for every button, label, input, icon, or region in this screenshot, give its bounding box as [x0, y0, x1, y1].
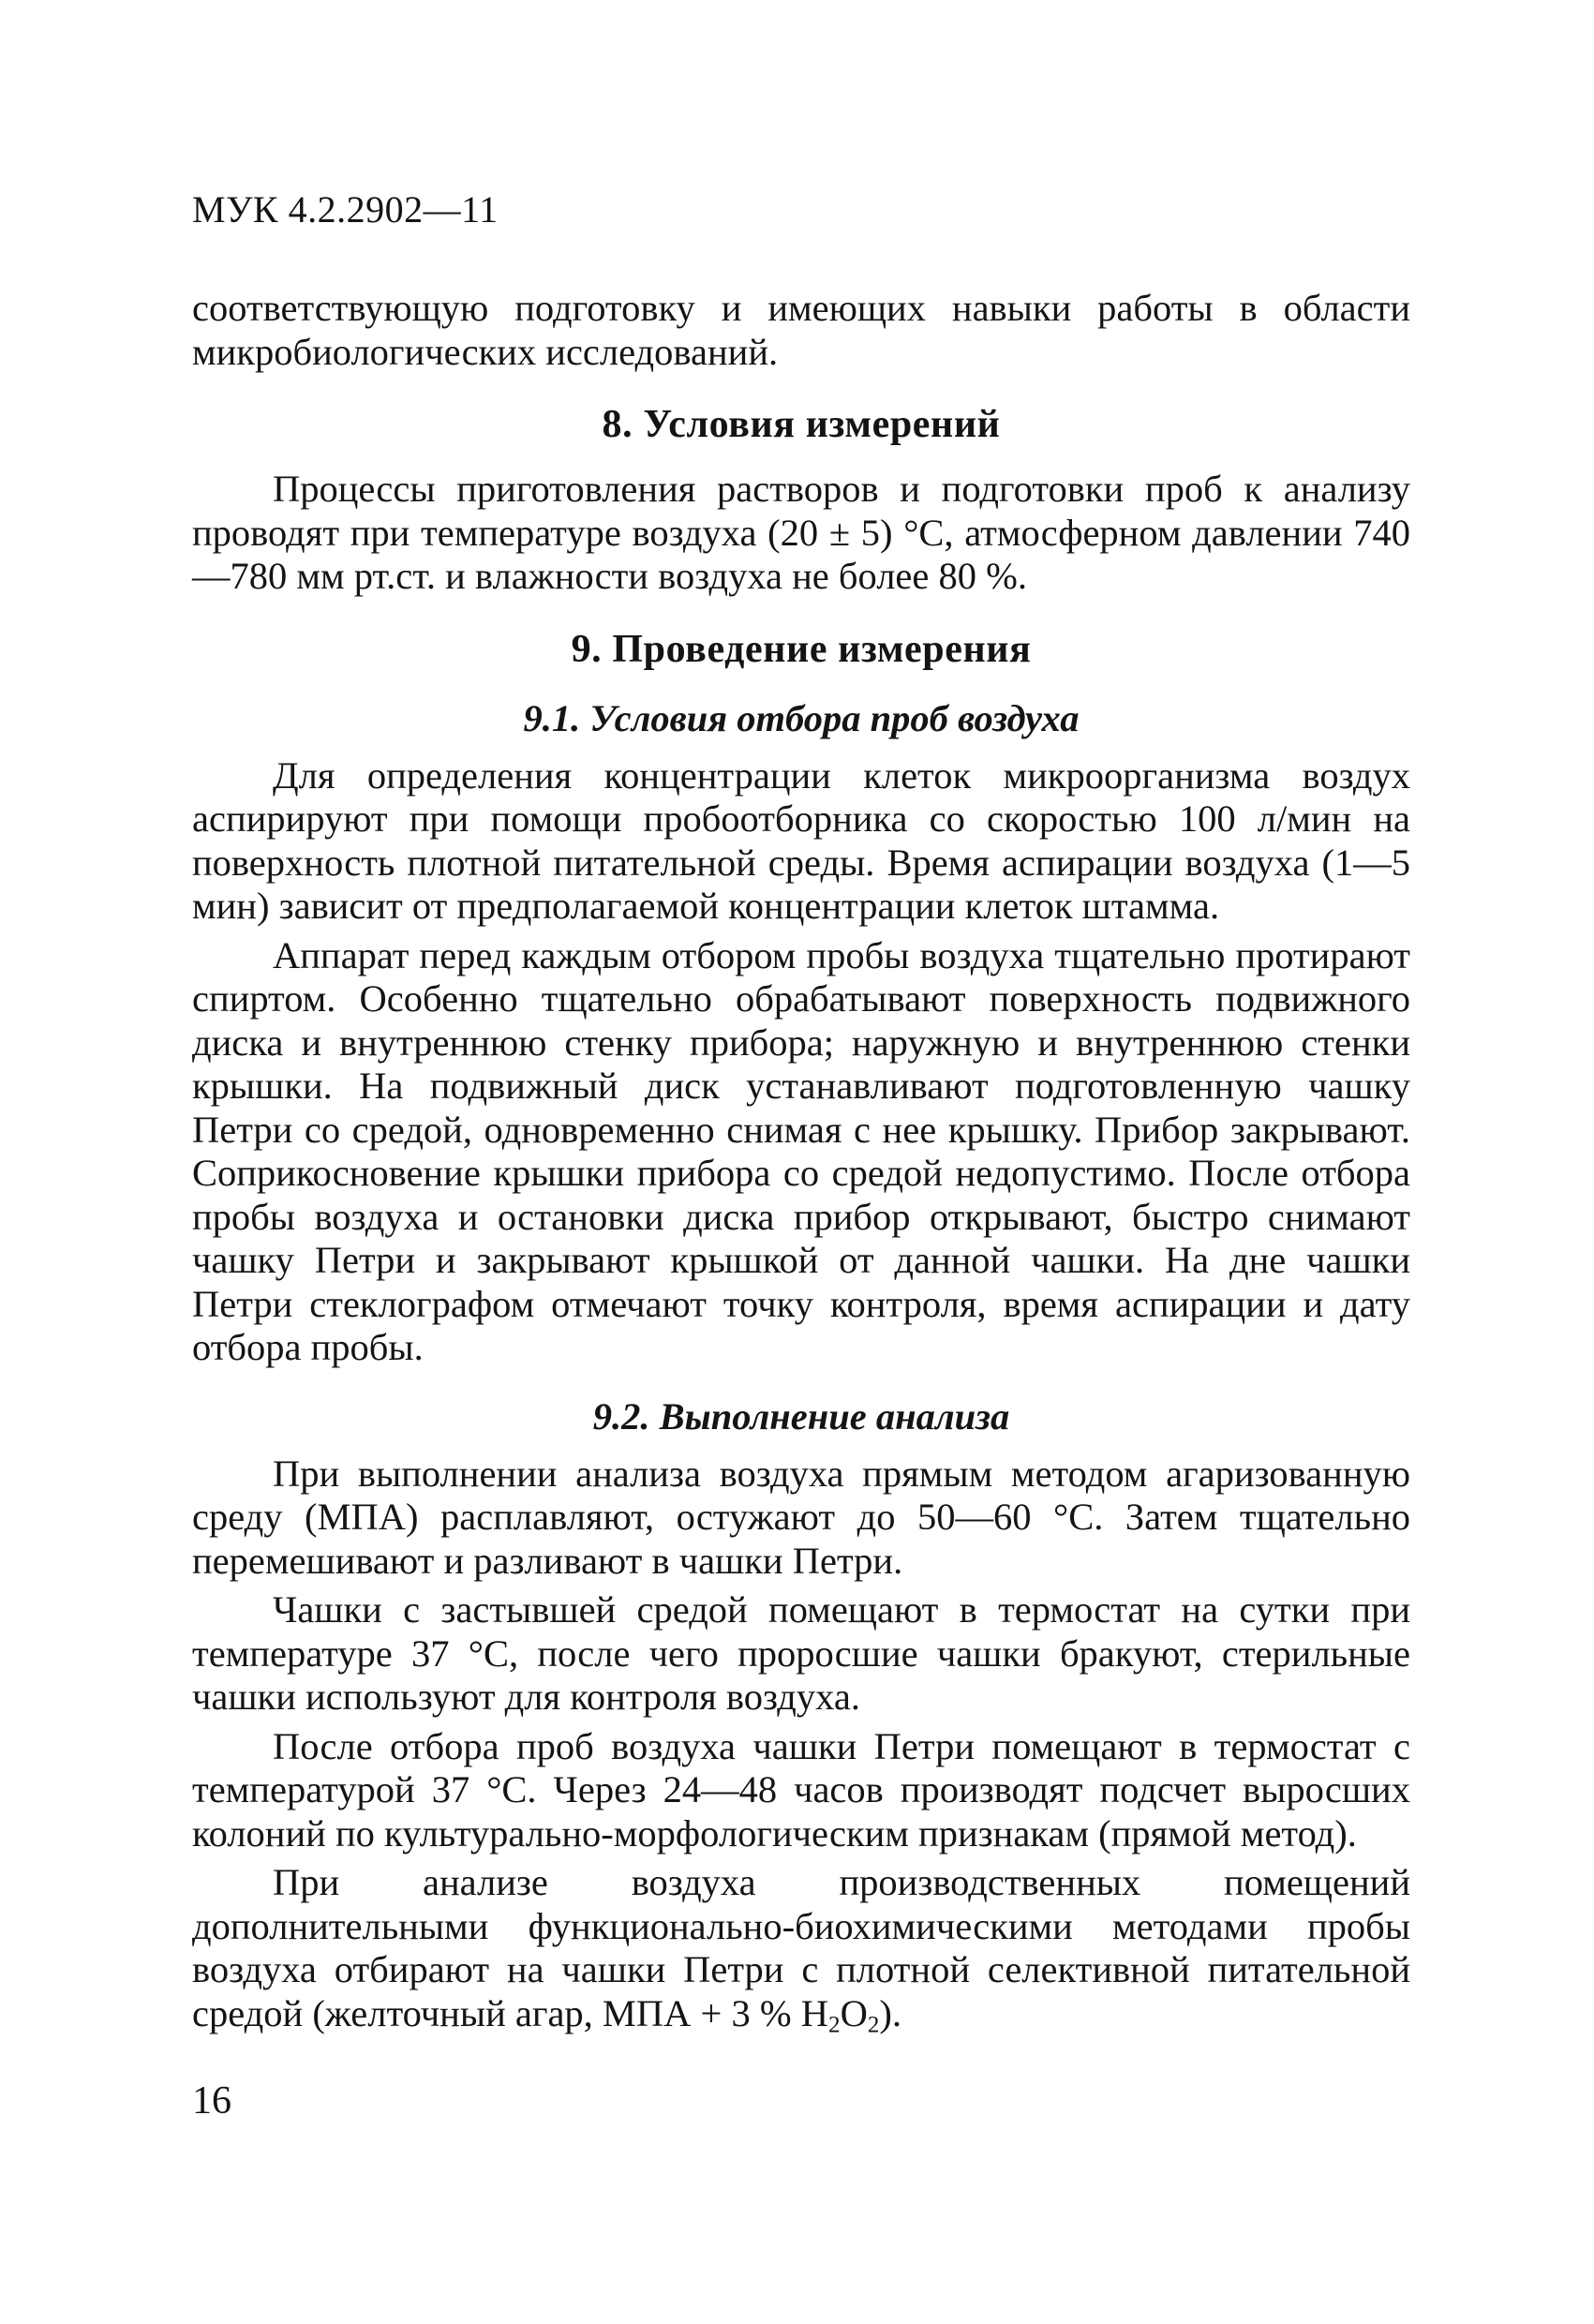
section-8-title: 8. Условия измерений	[602, 403, 1001, 446]
section-9-title: 9. Проведение измерения	[571, 627, 1032, 671]
subsection-9-2-paragraph-4	[192, 1861, 1410, 2035]
subsection-9-1-paragraph-1: Для определения концентрации клеток микроорганизма воздух аспирируют при помощи пробоотборника со скоростью 100 л/мин на поверхность плотной питательной среды. Время аспирации воздуха (1—5 мин) зависит от предполагаемой концентрации клеток штамма.	[192, 753, 1410, 927]
paragraph-4-end: ).	[879, 1991, 902, 2034]
paragraph-4-text: При анализе воздуха производственных помещений дополнительными функционально-биохимическими методами пробы воздуха отбирают на чашки Петри с плотной селективной питательной средой (желточный агар, МПА + 3 %	[192, 1861, 1410, 2034]
formula-h: H	[800, 1991, 829, 2034]
subsection-9-2-paragraph-2: Чашки с застывшей средой помещают в термостат на сутки при температуре 37 °С, после чего проросшие чашки бракуют, стерильные чашки используют для контроля воздуха.	[192, 1588, 1410, 1718]
subsection-9-2-paragraph-3: После отбора проб воздуха чашки Петри помещают в термостат с температурой 37 °С. Через 24—48 часов производят подсчет выросших колоний по культурально-морфологическим признакам (прямой метод).	[192, 1724, 1410, 1855]
document-page	[192, 187, 1410, 2041]
document-code-header: МУК 4.2.2902—11	[192, 188, 499, 231]
page-number: 16	[192, 2079, 231, 2123]
formula-o: O	[840, 1991, 868, 2034]
formula-o-subscript: 2	[867, 2011, 880, 2037]
subsection-9-2-paragraph-1: При выполнении анализа воздуха прямым методом агаризованную среду (МПА) расплавляют, остужают до 50—60 °С. Затем тщательно перемешивают и разливают в чашки Петри.	[192, 1452, 1410, 1582]
subsection-9-2-title: 9.2. Выполнение анализа	[592, 1394, 1010, 1438]
hydrogen-peroxide-formula	[800, 1991, 880, 2037]
formula-h-subscript: 2	[828, 2011, 841, 2037]
subsection-9-1-title: 9.1. Условия отбора проб воздуха	[523, 696, 1080, 739]
section-8-paragraph: Процессы приготовления растворов и подготовки проб к анализу проводят при температуре воздуха (20 ± 5) °С, атмосферном давлении 740—780 мм рт.ст. и влажности воздуха не более 80 %.	[192, 468, 1410, 597]
intro-paragraph: соответствующую подготовку и имеющих навыки работы в области микробиологических исследований.	[192, 287, 1410, 373]
subsection-9-1-paragraph-2: Аппарат перед каждым отбором пробы воздуха тщательно протирают спиртом. Особенно тщательно обрабатывают поверхность подвижного диска и внутреннюю стенку прибора; наружную и внутреннюю стенки крышки. На подвижный диск устанавливают подготовленную чашку Петри со средой, одновременно снимая с нее крышку. Прибор закрывают. Соприкосновение крышки прибора со средой недопустимо. После отбора пробы воздуха и остановки диска прибор открывают, быстро снимают чашку Петри и закрывают крышкой от данной чашки. На дне чашки Петри стеклографом отмечают точку контроля, время аспирации и дату отбора пробы.	[192, 933, 1410, 1368]
